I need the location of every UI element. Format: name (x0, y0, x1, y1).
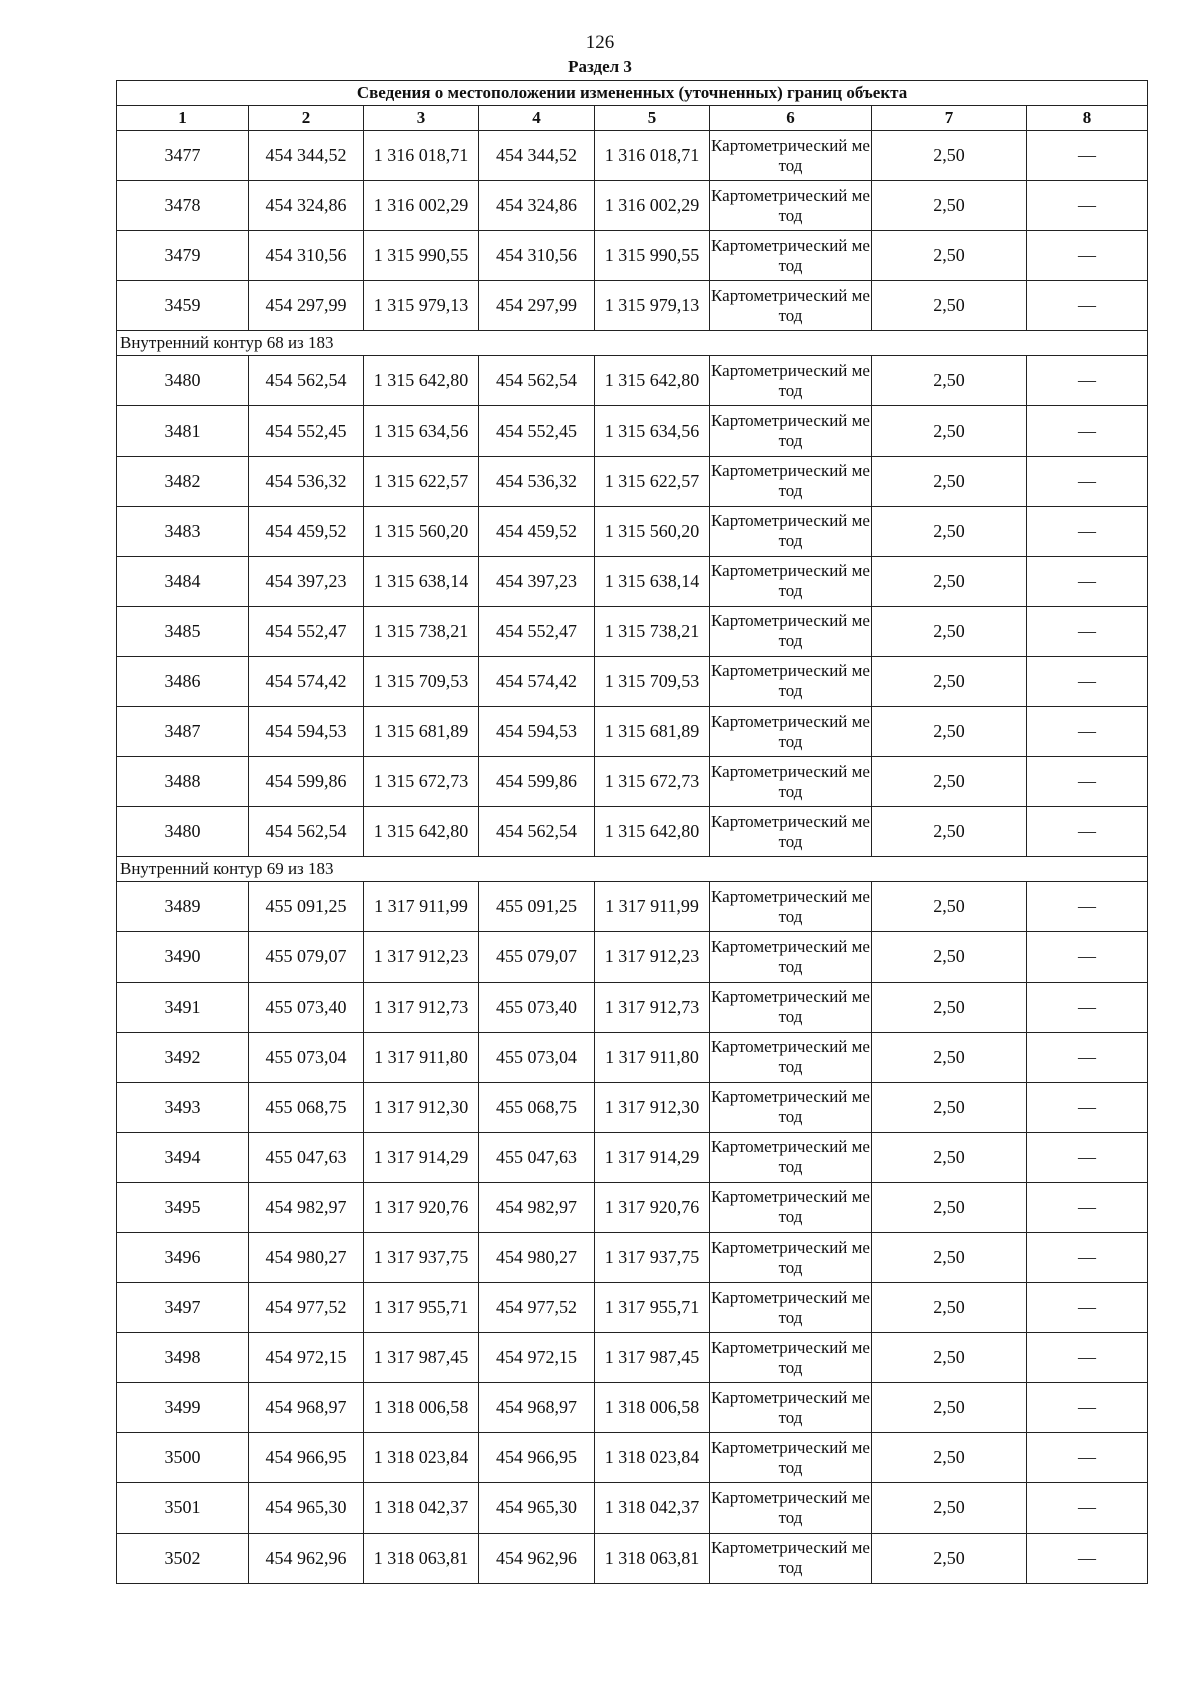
note-cell: — (1027, 1132, 1148, 1182)
accuracy-cell: 2,50 (872, 556, 1027, 606)
x-coordinate-old-cell: 455 091,25 (249, 882, 364, 932)
x-coordinate-old-cell: 454 552,47 (249, 606, 364, 656)
page-number: 126 (585, 32, 615, 53)
x-coordinate-new-cell: 454 552,47 (479, 606, 595, 656)
x-coordinate-new-cell: 454 977,52 (479, 1283, 595, 1333)
method-cell: Картометрический метод (710, 1283, 872, 1333)
table-row (117, 606, 1148, 656)
contour-row (117, 857, 1148, 882)
y-coordinate-old-cell: 1 317 912,73 (364, 982, 479, 1032)
method-cell: Картометрический метод (710, 1182, 872, 1232)
point-number-cell: 3488 (117, 757, 249, 807)
accuracy-cell: 2,50 (872, 606, 1027, 656)
note-cell: — (1027, 181, 1148, 231)
note-cell: — (1027, 606, 1148, 656)
point-number-cell: 3478 (117, 181, 249, 231)
accuracy-cell: 2,50 (872, 131, 1027, 181)
accuracy-cell: 2,50 (872, 1333, 1027, 1383)
y-coordinate-old-cell: 1 315 681,89 (364, 707, 479, 757)
x-coordinate-old-cell: 454 297,99 (249, 281, 364, 331)
point-number-cell: 3482 (117, 456, 249, 506)
x-coordinate-new-cell: 455 068,75 (479, 1082, 595, 1132)
x-coordinate-new-cell: 455 073,40 (479, 982, 595, 1032)
y-coordinate-old-cell: 1 315 642,80 (364, 807, 479, 857)
y-coordinate-old-cell: 1 317 937,75 (364, 1232, 479, 1282)
y-coordinate-new-cell: 1 315 681,89 (595, 707, 710, 757)
note-cell: — (1027, 1182, 1148, 1232)
accuracy-cell: 2,50 (872, 1433, 1027, 1483)
x-coordinate-new-cell: 455 047,63 (479, 1132, 595, 1182)
point-number-cell: 3497 (117, 1283, 249, 1333)
y-coordinate-new-cell: 1 315 672,73 (595, 757, 710, 807)
point-number-cell: 3501 (117, 1483, 249, 1533)
note-cell: — (1027, 1533, 1148, 1583)
x-coordinate-new-cell: 455 091,25 (479, 882, 595, 932)
accuracy-cell: 2,50 (872, 707, 1027, 757)
note-cell: — (1027, 1433, 1148, 1483)
table-caption-row (117, 81, 1148, 106)
table-row (117, 1483, 1148, 1533)
method-cell: Картометрический метод (710, 606, 872, 656)
method-cell: Картометрический метод (710, 757, 872, 807)
x-coordinate-old-cell: 454 562,54 (249, 356, 364, 406)
method-cell: Картометрический метод (710, 506, 872, 556)
y-coordinate-new-cell: 1 315 642,80 (595, 807, 710, 857)
y-coordinate-new-cell: 1 315 709,53 (595, 656, 710, 706)
y-coordinate-old-cell: 1 317 912,30 (364, 1082, 479, 1132)
table-row (117, 882, 1148, 932)
x-coordinate-new-cell: 454 599,86 (479, 757, 595, 807)
point-number-cell: 3481 (117, 406, 249, 456)
y-coordinate-new-cell: 1 317 955,71 (595, 1283, 710, 1333)
accuracy-cell: 2,50 (872, 757, 1027, 807)
x-coordinate-new-cell: 454 972,15 (479, 1333, 595, 1383)
accuracy-cell: 2,50 (872, 406, 1027, 456)
note-cell: — (1027, 506, 1148, 556)
note-cell: — (1027, 1032, 1148, 1082)
x-coordinate-old-cell: 454 324,86 (249, 181, 364, 231)
section-title: Раздел 3 (568, 57, 632, 76)
note-cell: — (1027, 1283, 1148, 1333)
y-coordinate-new-cell: 1 318 063,81 (595, 1533, 710, 1583)
y-coordinate-old-cell: 1 315 622,57 (364, 456, 479, 506)
x-coordinate-new-cell: 454 562,54 (479, 356, 595, 406)
x-coordinate-new-cell: 454 297,99 (479, 281, 595, 331)
point-number-cell: 3494 (117, 1132, 249, 1182)
method-cell: Картометрический метод (710, 1533, 872, 1583)
table-body (117, 131, 1148, 1584)
x-coordinate-old-cell: 454 980,27 (249, 1232, 364, 1282)
y-coordinate-old-cell: 1 318 006,58 (364, 1383, 479, 1433)
x-coordinate-old-cell: 454 397,23 (249, 556, 364, 606)
method-cell: Картометрический метод (710, 181, 872, 231)
method-cell: Картометрический метод (710, 1433, 872, 1483)
x-coordinate-old-cell: 454 972,15 (249, 1333, 364, 1383)
point-number-cell: 3485 (117, 606, 249, 656)
accuracy-cell: 2,50 (872, 1032, 1027, 1082)
table-row (117, 1182, 1148, 1232)
accuracy-cell: 2,50 (872, 356, 1027, 406)
coordinates-table (116, 80, 1148, 1584)
x-coordinate-new-cell: 454 594,53 (479, 707, 595, 757)
note-cell: — (1027, 932, 1148, 982)
x-coordinate-new-cell: 454 536,32 (479, 456, 595, 506)
accuracy-cell: 2,50 (872, 1483, 1027, 1533)
y-coordinate-new-cell: 1 318 023,84 (595, 1433, 710, 1483)
method-cell: Картометрический метод (710, 1383, 872, 1433)
table-row (117, 1032, 1148, 1082)
accuracy-cell: 2,50 (872, 656, 1027, 706)
method-cell: Картометрический метод (710, 1032, 872, 1082)
table-row (117, 932, 1148, 982)
accuracy-cell: 2,50 (872, 807, 1027, 857)
method-cell: Картометрический метод (710, 1232, 872, 1282)
y-coordinate-old-cell: 1 317 912,23 (364, 932, 479, 982)
x-coordinate-new-cell: 454 966,95 (479, 1433, 595, 1483)
x-coordinate-new-cell: 454 965,30 (479, 1483, 595, 1533)
x-coordinate-old-cell: 454 962,96 (249, 1533, 364, 1583)
note-cell: — (1027, 707, 1148, 757)
method-cell: Картометрический метод (710, 131, 872, 181)
y-coordinate-new-cell: 1 315 979,13 (595, 281, 710, 331)
point-number-cell: 3459 (117, 281, 249, 331)
x-coordinate-new-cell: 454 552,45 (479, 406, 595, 456)
method-cell: Картометрический метод (710, 356, 872, 406)
x-coordinate-old-cell: 455 073,04 (249, 1032, 364, 1082)
point-number-cell: 3477 (117, 131, 249, 181)
accuracy-cell: 2,50 (872, 1082, 1027, 1132)
table-row (117, 1383, 1148, 1433)
x-coordinate-old-cell: 454 459,52 (249, 506, 364, 556)
y-coordinate-old-cell: 1 315 638,14 (364, 556, 479, 606)
table-row (117, 1533, 1148, 1583)
y-coordinate-old-cell: 1 315 560,20 (364, 506, 479, 556)
method-cell: Картометрический метод (710, 882, 872, 932)
accuracy-cell: 2,50 (872, 882, 1027, 932)
note-cell: — (1027, 757, 1148, 807)
accuracy-cell: 2,50 (872, 1533, 1027, 1583)
y-coordinate-old-cell: 1 315 634,56 (364, 406, 479, 456)
method-cell: Картометрический метод (710, 1483, 872, 1533)
y-coordinate-old-cell: 1 318 023,84 (364, 1433, 479, 1483)
point-number-cell: 3499 (117, 1383, 249, 1433)
x-coordinate-new-cell: 454 982,97 (479, 1182, 595, 1232)
accuracy-cell: 2,50 (872, 181, 1027, 231)
method-cell: Картометрический метод (710, 656, 872, 706)
table-row (117, 1333, 1148, 1383)
table-row (117, 757, 1148, 807)
table-row (117, 1232, 1148, 1282)
y-coordinate-old-cell: 1 318 063,81 (364, 1533, 479, 1583)
x-coordinate-new-cell: 455 079,07 (479, 932, 595, 982)
point-number-cell: 3484 (117, 556, 249, 606)
x-coordinate-new-cell: 454 562,54 (479, 807, 595, 857)
table-row (117, 556, 1148, 606)
accuracy-cell: 2,50 (872, 982, 1027, 1032)
table-row (117, 506, 1148, 556)
column-number: 3 (364, 106, 479, 131)
y-coordinate-new-cell: 1 317 912,23 (595, 932, 710, 982)
y-coordinate-old-cell: 1 317 955,71 (364, 1283, 479, 1333)
method-cell: Картометрический метод (710, 231, 872, 281)
point-number-cell: 3502 (117, 1533, 249, 1583)
y-coordinate-new-cell: 1 317 912,73 (595, 982, 710, 1032)
method-cell: Картометрический метод (710, 807, 872, 857)
x-coordinate-old-cell: 454 599,86 (249, 757, 364, 807)
column-number: 6 (710, 106, 872, 131)
y-coordinate-new-cell: 1 315 638,14 (595, 556, 710, 606)
y-coordinate-new-cell: 1 317 920,76 (595, 1182, 710, 1232)
x-coordinate-new-cell: 454 397,23 (479, 556, 595, 606)
note-cell: — (1027, 281, 1148, 331)
point-number-cell: 3496 (117, 1232, 249, 1282)
x-coordinate-old-cell: 454 977,52 (249, 1283, 364, 1333)
y-coordinate-new-cell: 1 316 002,29 (595, 181, 710, 231)
y-coordinate-old-cell: 1 318 042,37 (364, 1483, 479, 1533)
method-cell: Картометрический метод (710, 281, 872, 331)
table-row (117, 281, 1148, 331)
x-coordinate-new-cell: 454 459,52 (479, 506, 595, 556)
accuracy-cell: 2,50 (872, 932, 1027, 982)
accuracy-cell: 2,50 (872, 1132, 1027, 1182)
note-cell: — (1027, 406, 1148, 456)
point-number-cell: 3495 (117, 1182, 249, 1232)
table-row (117, 656, 1148, 706)
note-cell: — (1027, 982, 1148, 1032)
point-number-cell: 3483 (117, 506, 249, 556)
x-coordinate-old-cell: 454 574,42 (249, 656, 364, 706)
accuracy-cell: 2,50 (872, 1283, 1027, 1333)
note-cell: — (1027, 1082, 1148, 1132)
x-coordinate-old-cell: 455 079,07 (249, 932, 364, 982)
table-row (117, 356, 1148, 406)
point-number-cell: 3491 (117, 982, 249, 1032)
note-cell: — (1027, 656, 1148, 706)
method-cell: Картометрический метод (710, 556, 872, 606)
note-cell: — (1027, 1333, 1148, 1383)
x-coordinate-old-cell: 455 047,63 (249, 1132, 364, 1182)
y-coordinate-old-cell: 1 317 911,99 (364, 882, 479, 932)
table-row (117, 807, 1148, 857)
x-coordinate-old-cell: 455 068,75 (249, 1082, 364, 1132)
y-coordinate-new-cell: 1 317 937,75 (595, 1232, 710, 1282)
table-row (117, 181, 1148, 231)
y-coordinate-new-cell: 1 317 911,80 (595, 1032, 710, 1082)
x-coordinate-old-cell: 454 536,32 (249, 456, 364, 506)
note-cell: — (1027, 882, 1148, 932)
y-coordinate-old-cell: 1 316 002,29 (364, 181, 479, 231)
y-coordinate-new-cell: 1 317 911,99 (595, 882, 710, 932)
method-cell: Картометрический метод (710, 1132, 872, 1182)
note-cell: — (1027, 807, 1148, 857)
column-number-row (117, 106, 1148, 131)
y-coordinate-old-cell: 1 315 709,53 (364, 656, 479, 706)
x-coordinate-new-cell: 454 980,27 (479, 1232, 595, 1282)
table-caption: Сведения о местоположении измененных (уточненных) границ объекта (117, 81, 1148, 106)
y-coordinate-old-cell: 1 315 990,55 (364, 231, 479, 281)
column-number: 4 (479, 106, 595, 131)
accuracy-cell: 2,50 (872, 456, 1027, 506)
point-number-cell: 3500 (117, 1433, 249, 1483)
x-coordinate-old-cell: 454 562,54 (249, 807, 364, 857)
column-number: 1 (117, 106, 249, 131)
table-row (117, 1433, 1148, 1483)
table-row (117, 131, 1148, 181)
point-number-cell: 3486 (117, 656, 249, 706)
x-coordinate-new-cell: 454 968,97 (479, 1383, 595, 1433)
table-row (117, 1283, 1148, 1333)
x-coordinate-old-cell: 454 594,53 (249, 707, 364, 757)
accuracy-cell: 2,50 (872, 281, 1027, 331)
point-number-cell: 3489 (117, 882, 249, 932)
table-row (117, 1132, 1148, 1182)
point-number-cell: 3492 (117, 1032, 249, 1082)
x-coordinate-old-cell: 454 968,97 (249, 1383, 364, 1433)
x-coordinate-old-cell: 455 073,40 (249, 982, 364, 1032)
method-cell: Картометрический метод (710, 982, 872, 1032)
y-coordinate-new-cell: 1 315 738,21 (595, 606, 710, 656)
contour-row (117, 331, 1148, 356)
y-coordinate-old-cell: 1 317 920,76 (364, 1182, 479, 1232)
x-coordinate-new-cell: 454 574,42 (479, 656, 595, 706)
y-coordinate-new-cell: 1 315 634,56 (595, 406, 710, 456)
y-coordinate-new-cell: 1 315 622,57 (595, 456, 710, 506)
point-number-cell: 3498 (117, 1333, 249, 1383)
note-cell: — (1027, 556, 1148, 606)
accuracy-cell: 2,50 (872, 1182, 1027, 1232)
column-number: 2 (249, 106, 364, 131)
y-coordinate-new-cell: 1 315 990,55 (595, 231, 710, 281)
accuracy-cell: 2,50 (872, 1383, 1027, 1433)
point-number-cell: 3490 (117, 932, 249, 982)
y-coordinate-new-cell: 1 315 560,20 (595, 506, 710, 556)
method-cell: Картометрический метод (710, 406, 872, 456)
note-cell: — (1027, 231, 1148, 281)
y-coordinate-old-cell: 1 315 642,80 (364, 356, 479, 406)
table-row (117, 1082, 1148, 1132)
method-cell: Картометрический метод (710, 1082, 872, 1132)
point-number-cell: 3487 (117, 707, 249, 757)
contour-label: Внутренний контур 69 из 183 (117, 857, 1148, 882)
x-coordinate-old-cell: 454 982,97 (249, 1182, 364, 1232)
point-number-cell: 3479 (117, 231, 249, 281)
x-coordinate-old-cell: 454 552,45 (249, 406, 364, 456)
table-row (117, 456, 1148, 506)
point-number-cell: 3480 (117, 807, 249, 857)
x-coordinate-old-cell: 454 966,95 (249, 1433, 364, 1483)
contour-label: Внутренний контур 68 из 183 (117, 331, 1148, 356)
column-number: 7 (872, 106, 1027, 131)
x-coordinate-old-cell: 454 344,52 (249, 131, 364, 181)
note-cell: — (1027, 356, 1148, 406)
table-row (117, 982, 1148, 1032)
note-cell: — (1027, 1232, 1148, 1282)
accuracy-cell: 2,50 (872, 506, 1027, 556)
method-cell: Картометрический метод (710, 456, 872, 506)
y-coordinate-new-cell: 1 317 987,45 (595, 1333, 710, 1383)
table-row (117, 406, 1148, 456)
note-cell: — (1027, 131, 1148, 181)
y-coordinate-old-cell: 1 316 018,71 (364, 131, 479, 181)
y-coordinate-old-cell: 1 317 987,45 (364, 1333, 479, 1383)
y-coordinate-new-cell: 1 317 912,30 (595, 1082, 710, 1132)
x-coordinate-new-cell: 454 324,86 (479, 181, 595, 231)
x-coordinate-new-cell: 455 073,04 (479, 1032, 595, 1082)
table-row (117, 231, 1148, 281)
x-coordinate-new-cell: 454 344,52 (479, 131, 595, 181)
column-number: 5 (595, 106, 710, 131)
column-number: 8 (1027, 106, 1148, 131)
y-coordinate-old-cell: 1 317 911,80 (364, 1032, 479, 1082)
accuracy-cell: 2,50 (872, 1232, 1027, 1282)
point-number-cell: 3493 (117, 1082, 249, 1132)
note-cell: — (1027, 1483, 1148, 1533)
method-cell: Картометрический метод (710, 707, 872, 757)
y-coordinate-old-cell: 1 315 672,73 (364, 757, 479, 807)
method-cell: Картометрический метод (710, 932, 872, 982)
y-coordinate-new-cell: 1 316 018,71 (595, 131, 710, 181)
accuracy-cell: 2,50 (872, 231, 1027, 281)
point-number-cell: 3480 (117, 356, 249, 406)
note-cell: — (1027, 456, 1148, 506)
method-cell: Картометрический метод (710, 1333, 872, 1383)
y-coordinate-new-cell: 1 315 642,80 (595, 356, 710, 406)
x-coordinate-new-cell: 454 310,56 (479, 231, 595, 281)
y-coordinate-new-cell: 1 317 914,29 (595, 1132, 710, 1182)
y-coordinate-new-cell: 1 318 042,37 (595, 1483, 710, 1533)
y-coordinate-new-cell: 1 318 006,58 (595, 1383, 710, 1433)
x-coordinate-old-cell: 454 965,30 (249, 1483, 364, 1533)
y-coordinate-old-cell: 1 315 738,21 (364, 606, 479, 656)
y-coordinate-old-cell: 1 315 979,13 (364, 281, 479, 331)
x-coordinate-old-cell: 454 310,56 (249, 231, 364, 281)
table-row (117, 707, 1148, 757)
x-coordinate-new-cell: 454 962,96 (479, 1533, 595, 1583)
note-cell: — (1027, 1383, 1148, 1433)
y-coordinate-old-cell: 1 317 914,29 (364, 1132, 479, 1182)
